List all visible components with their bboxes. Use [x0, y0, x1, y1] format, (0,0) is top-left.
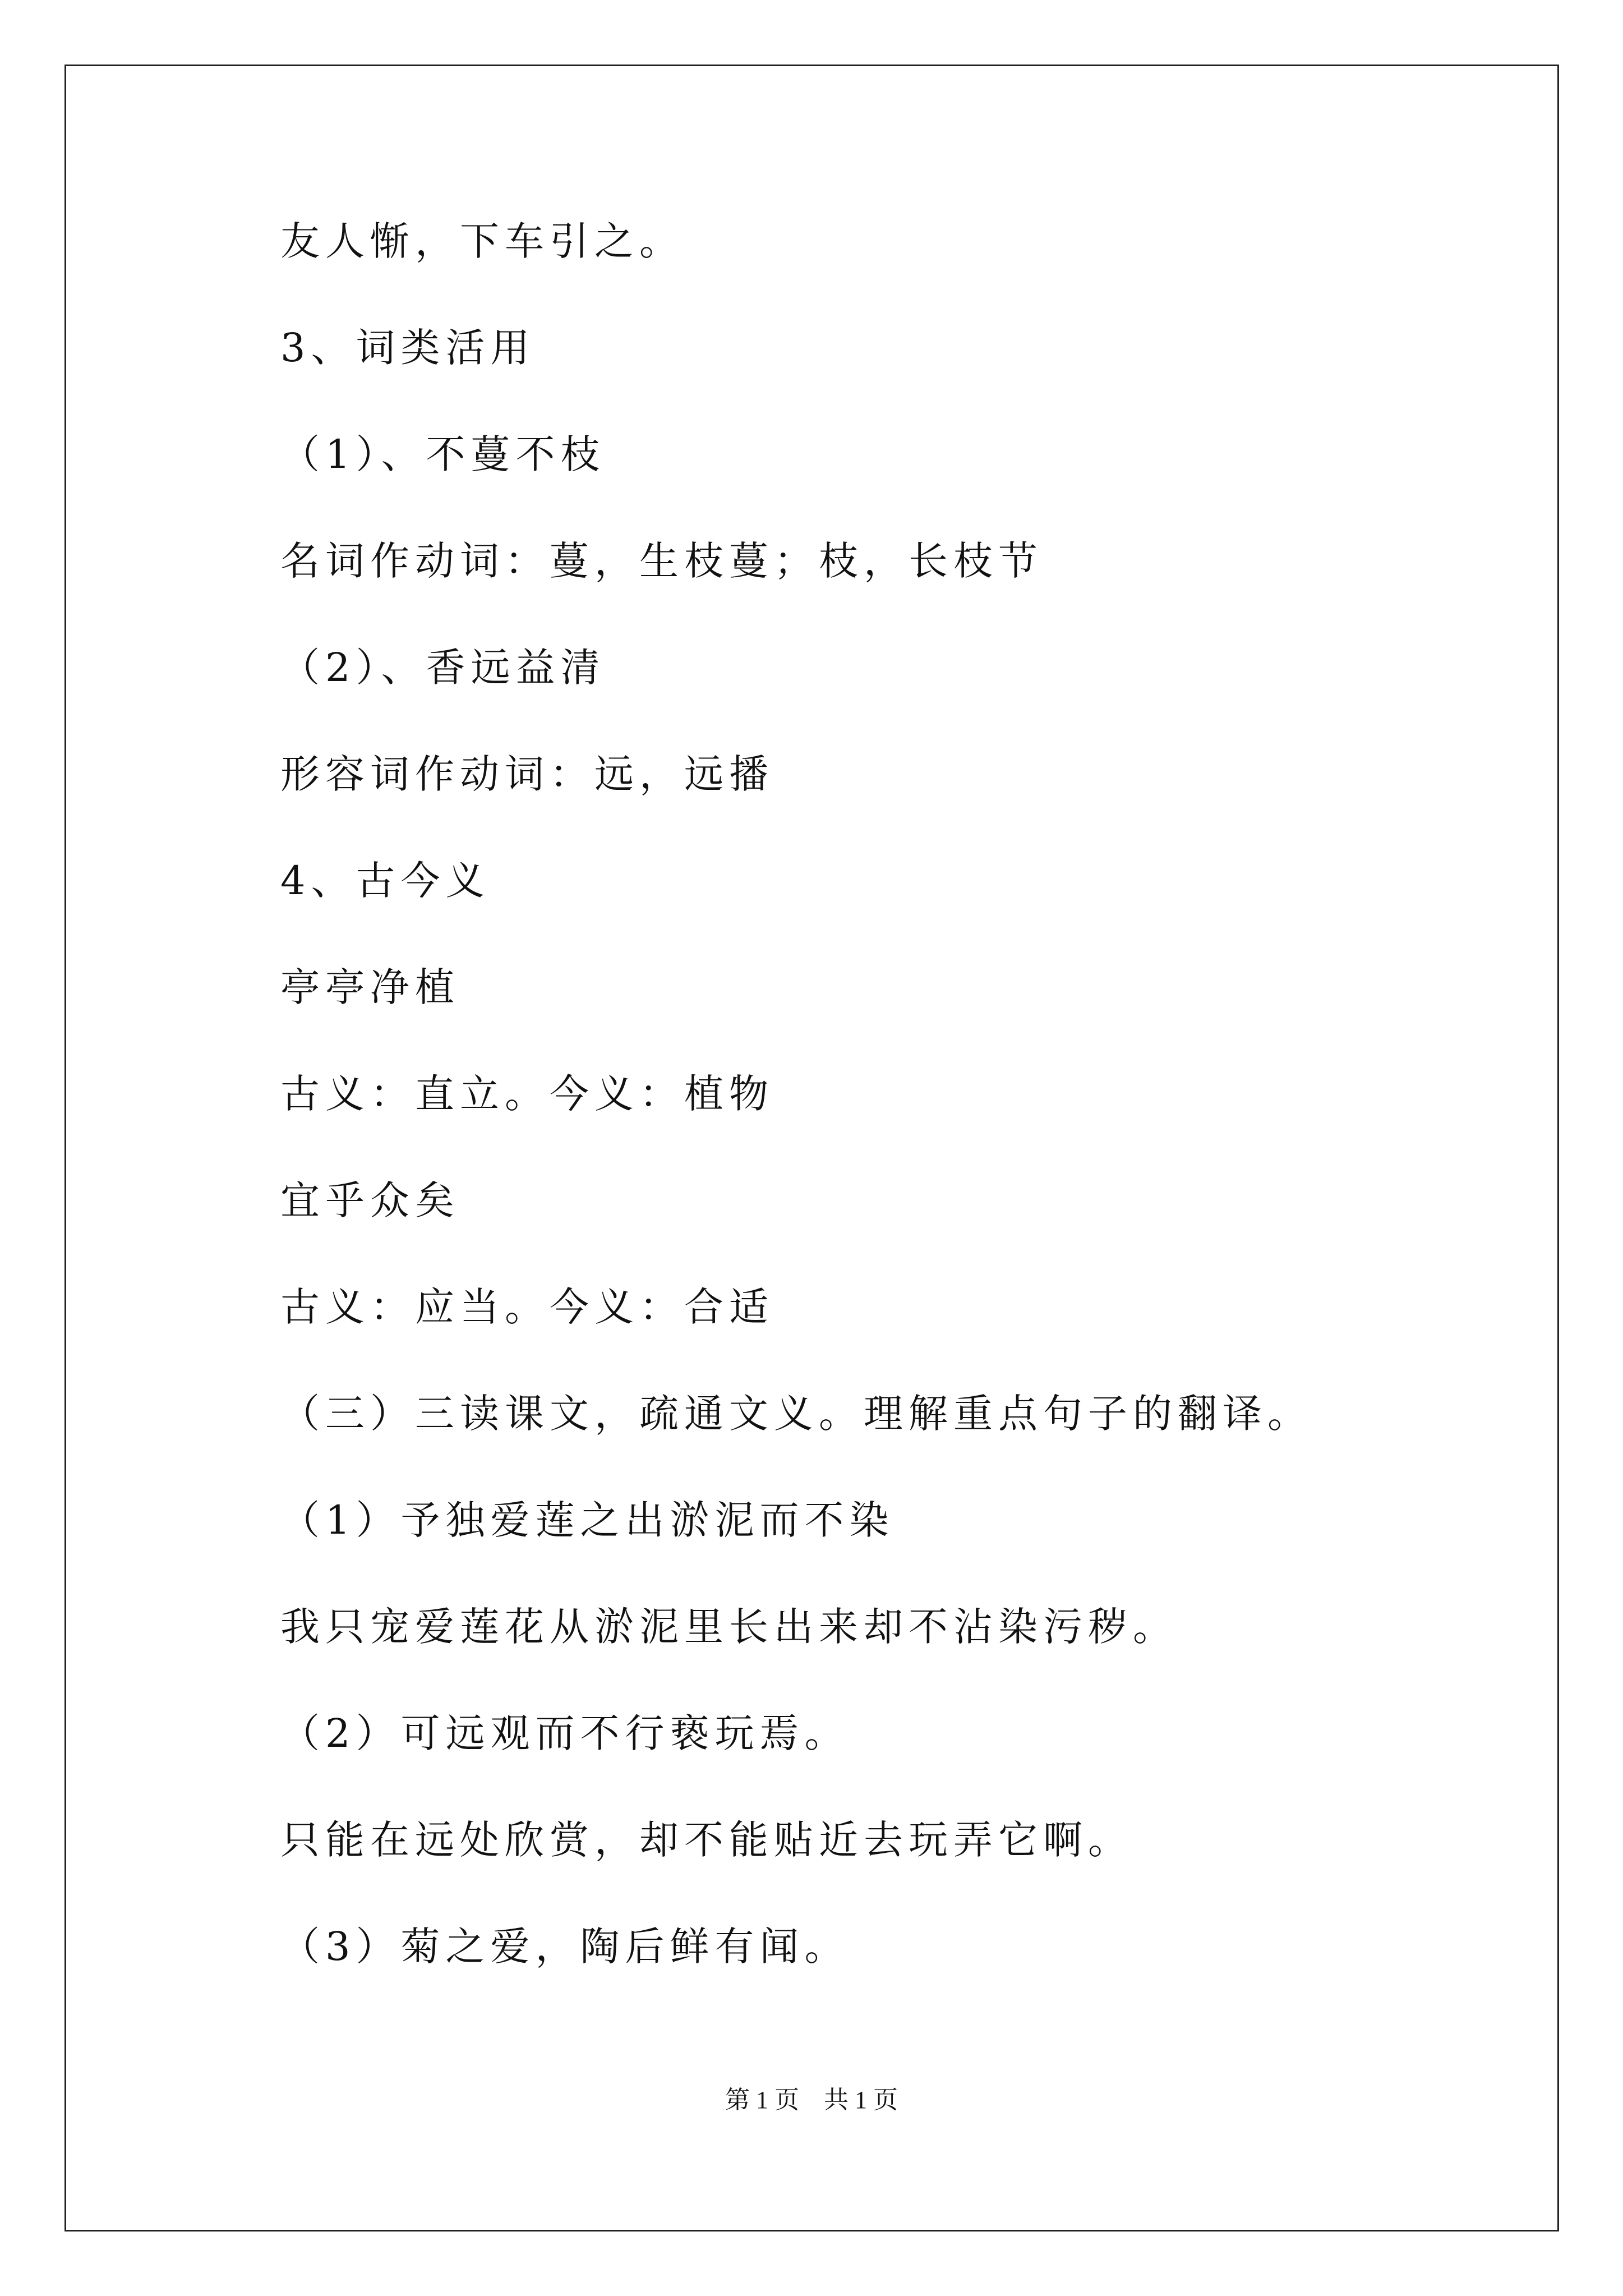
text-line: 宜乎众矣	[280, 1177, 460, 1223]
text-line: 古义：应当。今义：合适	[280, 1284, 774, 1330]
section-heading: 3、词类活用	[280, 325, 536, 371]
text-line: 形容词作动词：远，远播	[280, 751, 774, 797]
text-line: 名词作动词：蔓，生枝蔓；枝，长枝节	[280, 538, 1043, 584]
text-line: （3）菊之爱，陶后鲜有闻。	[280, 1924, 850, 1970]
section-heading: （三）三读课文，疏通文义。理解重点句子的翻译。	[280, 1391, 1312, 1437]
text-line: （1）予独爱莲之出淤泥而不染	[280, 1497, 895, 1543]
document-body	[280, 218, 1514, 2033]
page-footer: 第 1 页 共 1 页	[725, 2086, 898, 2114]
text-line: （2）、香远益清	[280, 645, 606, 691]
text-line: （2）可远观而不行亵玩焉。	[280, 1710, 850, 1756]
text-line: 古义：直立。今义：植物	[280, 1071, 774, 1117]
text-line: 我只宠爱莲花从淤泥里长出来却不沾染污秽。	[280, 1604, 1178, 1650]
text-line: （1）、不蔓不枝	[280, 431, 606, 477]
text-line: 亭亭净植	[280, 964, 460, 1010]
text-line: 友人惭，下车引之。	[280, 218, 684, 264]
text-line: 只能在远处欣赏，却不能贴近去玩弄它啊。	[280, 1817, 1133, 1863]
section-heading: 4、古今义	[280, 858, 491, 904]
